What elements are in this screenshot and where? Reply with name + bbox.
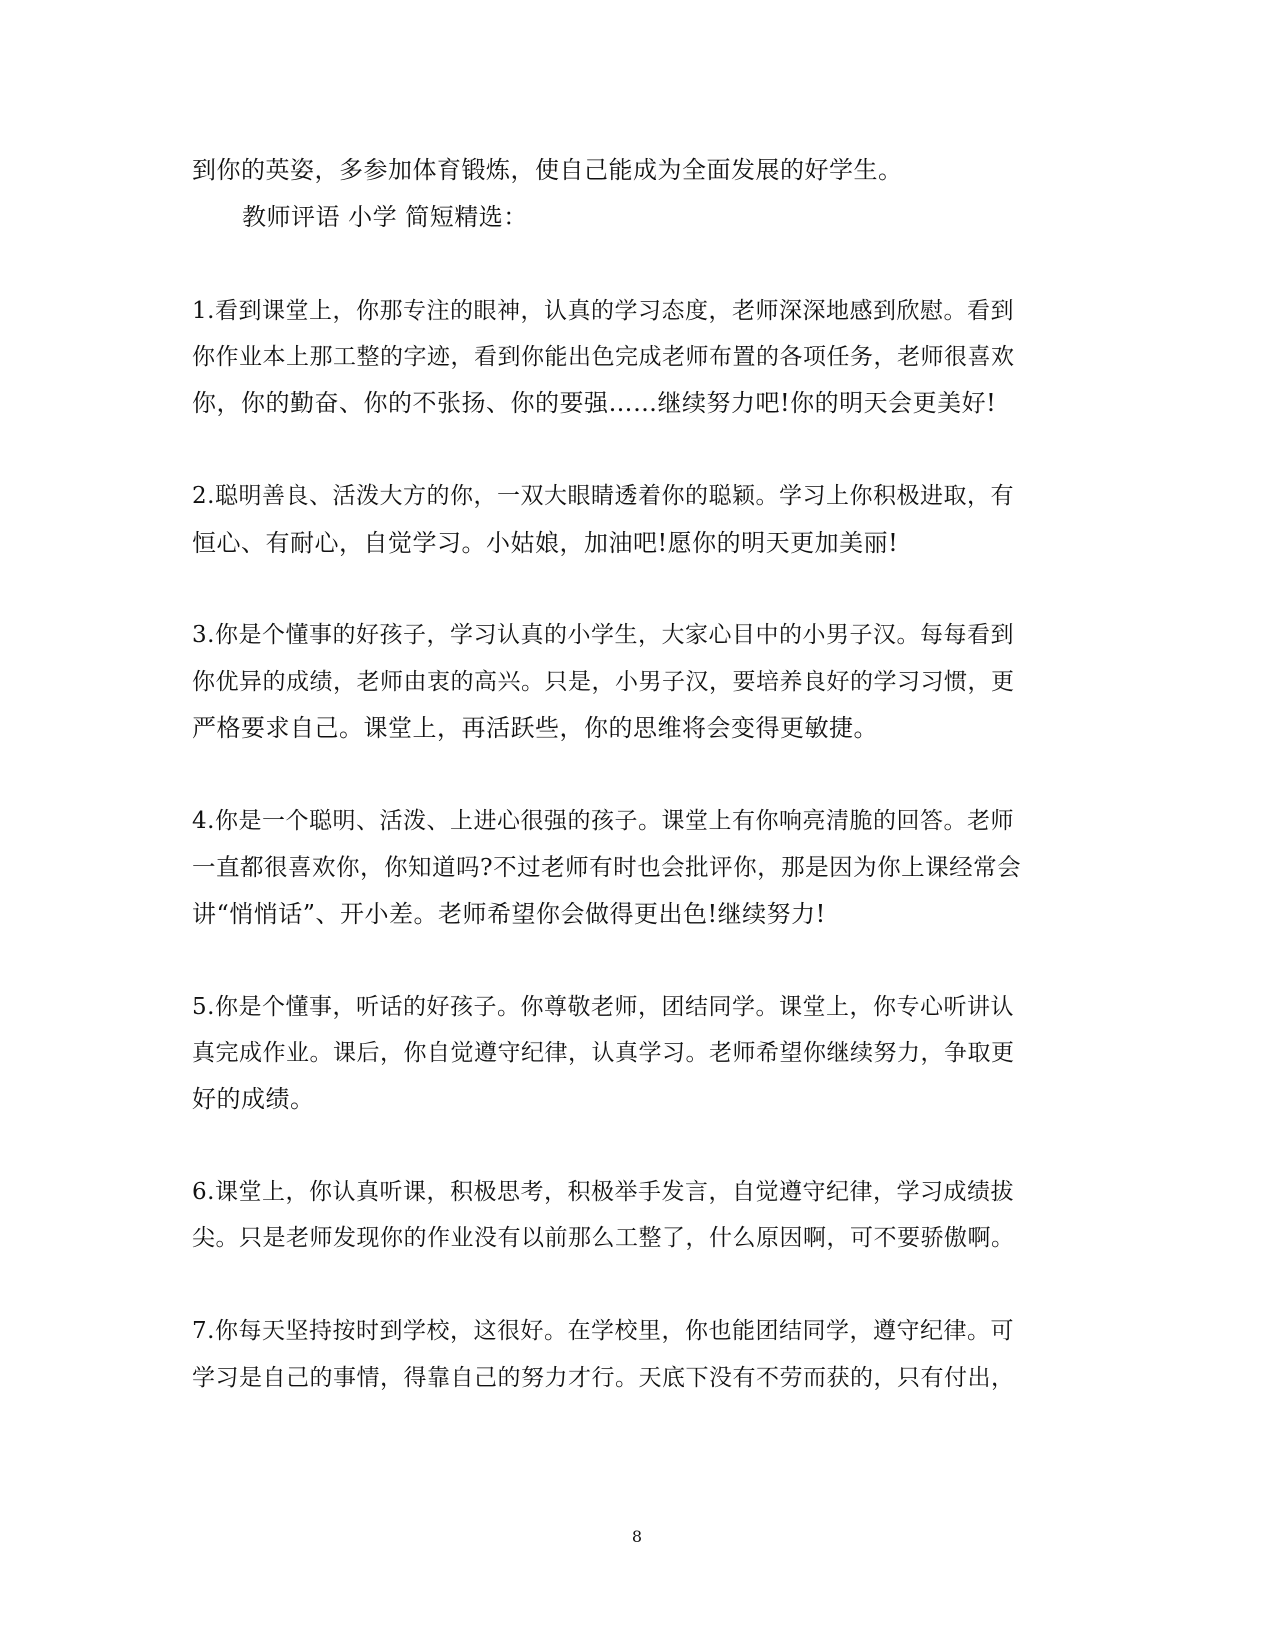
paragraph-line: 3.你是个懂事的好孩子，学习认真的小学生，大家心目中的小男子汉。每每看到 <box>192 622 1014 648</box>
paragraph-line: 你作业本上那工整的字迹，看到你能出色完成老师布置的各项任务，老师很喜欢 <box>192 344 1015 370</box>
paragraph-line: 尖。只是老师发现你的作业没有以前那么工整了，什么原因啊，可不要骄傲啊。 <box>192 1225 1015 1251</box>
paragraph-line: 你优异的成绩，老师由衷的高兴。只是，小男子汉，要培养良好的学习习惯，更 <box>192 669 1015 695</box>
paragraph-line: 6.课堂上，你认真听课，积极思考，积极举手发言，自觉遵守纪律，学习成绩拔 <box>192 1179 1014 1205</box>
section-heading: 教师评语 小学 简短精选： <box>242 203 528 231</box>
paragraph-line: 讲“悄悄话”、开小差。老师希望你会做得更出色!继续努力! <box>192 900 826 928</box>
page-number: 8 <box>631 1527 643 1546</box>
paragraph-line: 7.你每天坚持按时到学校，这很好。在学校里，你也能团结同学，遵守纪律。可 <box>192 1318 1014 1344</box>
paragraph-line: 你，你的勤奋、你的不张扬、你的要强……继续努力吧!你的明天会更美好! <box>192 389 997 417</box>
paragraph-line: 一直都很喜欢你，你知道吗?不过老师有时也会批评你，那是因为你上课经常会 <box>192 853 1022 881</box>
paragraph-line: 恒心、有耐心，自觉学习。小姑娘，加油吧!愿你的明天更加美丽! <box>192 529 899 557</box>
intro-line: 到你的英姿，多参加体育锻炼，使自己能成为全面发展的好学生。 <box>192 156 903 184</box>
paragraph-line: 5.你是个懂事，听话的好孩子。你尊敬老师，团结同学。课堂上，你专心听讲认 <box>192 994 1014 1020</box>
paragraph-line: 严格要求自己。课堂上，再活跃些，你的思维将会变得更敏捷。 <box>192 714 878 742</box>
paragraph-line: 真完成作业。课后，你自觉遵守纪律，认真学习。老师希望你继续努力，争取更 <box>192 1040 1015 1066</box>
paragraph-line: 2.聪明善良、活泼大方的你，一双大眼睛透着你的聪颖。学习上你积极进取，有 <box>192 483 1014 509</box>
paragraph-line: 学习是自己的事情，得靠自己的努力才行。天底下没有不劳而获的，只有付出， <box>192 1365 1015 1391</box>
paragraph-line: 1.看到课堂上，你那专注的眼神，认真的学习态度，老师深深地感到欣慰。看到 <box>192 298 1014 324</box>
paragraph-line: 好的成绩。 <box>192 1085 315 1113</box>
paragraph-line: 4.你是一个聪明、活泼、上进心很强的孩子。课堂上有你响亮清脆的回答。老师 <box>192 808 1014 834</box>
